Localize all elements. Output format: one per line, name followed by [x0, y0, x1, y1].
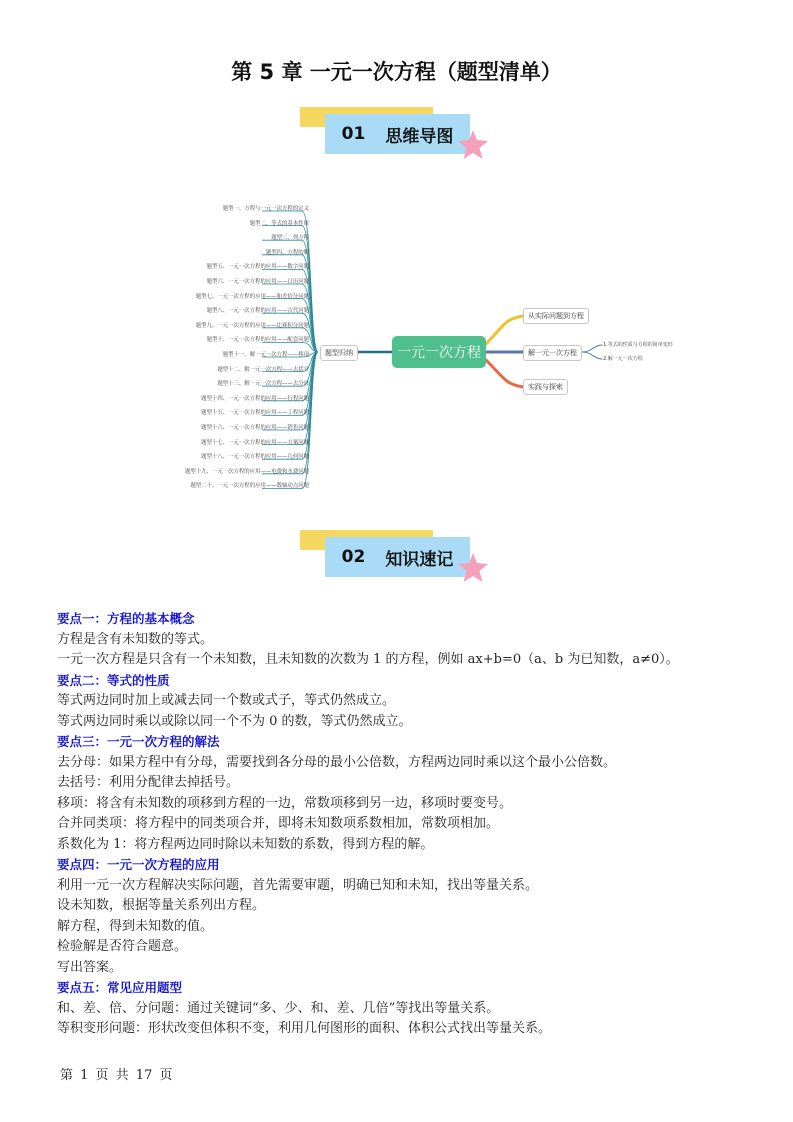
paragraph-line: 合并同类项：将方程中的同类项合并，即将未知数项系数相加，常数项相加。 — [57, 816, 500, 831]
banner-number: 02 — [341, 547, 366, 567]
mind-map-node-practice: 实践与探索 — [523, 379, 568, 395]
paragraph-line: 移项：将含有未知数的项移到方程的一边，常数项移到另一边，移项时要变号。 — [57, 795, 513, 811]
banner-label: 思维导图 — [385, 126, 454, 147]
page-title: 第 5 章 一元一次方程（题型清单） — [231, 60, 562, 84]
paragraph-line: 等式两边同时加上或减去同一个数或式子，等式仍然成立。 — [57, 693, 396, 708]
banner-label: 知识速记 — [385, 549, 454, 570]
paragraph-line: 利用一元一次方程解决实际问题，首先需要审题，明确已知和未知，找出等量关系。 — [57, 877, 539, 893]
star-icon — [456, 552, 490, 584]
paragraph-line: 等式两边同时乘以或除以同一个不为 0 的数，等式仍然成立。 — [57, 713, 412, 729]
mind-map — [170, 204, 690, 500]
mind-map-item: 题型二、等式的基本性质 — [249, 220, 309, 227]
banner-box — [325, 537, 470, 577]
mind-map-item: 题型十二、解一元一次方程——去括号 — [217, 366, 309, 373]
mind-map-item: 题型二十、一元一次方程的应用——数轴动点问题 — [190, 483, 309, 490]
section-heading: 要点四：一元一次方程的应用 — [57, 857, 220, 872]
mind-map-item: 题型十七、一元一次方程的应用——方案问题 — [201, 439, 309, 446]
section-heading: 要点五：常见应用题型 — [57, 980, 183, 995]
banner-number: 01 — [341, 124, 366, 144]
mind-map-item: 题型十、一元一次方程的应用——配套问题 — [206, 337, 309, 344]
mind-map-item: 题型四、方程的解 — [265, 249, 309, 256]
paragraph-line: 解方程，得到未知数的值。 — [57, 918, 214, 934]
section-banner-knowledge — [298, 530, 498, 588]
mind-map-item: 题型九、一元一次方程的应用——比赛积分问题 — [195, 322, 309, 329]
mind-map-item: 题型十九、一元一次方程的应用——电费和水费问题 — [185, 468, 309, 475]
mind-map-item: 题型十三、解一元一次方程——去分母 — [217, 381, 309, 388]
mind-map-item: 题型十五、一元一次方程的应用——工程问题 — [201, 410, 309, 417]
mind-map-link — [486, 316, 523, 344]
mind-map-leaf-equality: 1.等式的性质与方程的简单变形 — [603, 342, 673, 348]
section-heading: 要点二：等式的性质 — [57, 672, 170, 688]
paragraph-line: 等积变形问题：形状改变但体积不变，利用几何图形的面积、体积公式找出等量关系。 — [57, 1021, 552, 1036]
paragraph-line: 和、差、倍、分问题：通过关键词“多、少、和、差、几倍”等找出等量关系。 — [57, 1000, 500, 1016]
mind-map-item: 题型六、一元一次方程的应用——日历问题 — [206, 279, 309, 285]
section-heading: 要点三：一元一次方程的解法 — [57, 734, 220, 749]
mind-map-item: 题型一、方程与一元一次方程的定义 — [222, 206, 309, 212]
mind-map-link — [582, 345, 602, 352]
paragraph-line: 去分母：如果方程中有分母，需要找到各分母的最小公倍数，方程两边同时乘以这个最小公倍数。 — [57, 754, 617, 770]
mind-map-item: 题型十一、解一元一次方程——移项 — [222, 352, 309, 358]
knowledge-content — [57, 609, 757, 1040]
star-icon — [456, 129, 490, 161]
paragraph-line: 系数化为 1：将方程两边同时除以未知数的系数，得到方程的解。 — [57, 836, 434, 852]
paragraph-line: 设未知数，根据等量关系列出方程。 — [57, 898, 266, 913]
mind-map-branch-left: 题型归纳 — [320, 345, 358, 361]
page-footer: 第 1 页 共 17 页 — [60, 1068, 173, 1083]
mind-map-link — [486, 360, 523, 387]
mind-map-item: 题型十八、一元一次方程的应用——几何问题 — [201, 454, 309, 461]
mind-map-item: 题型十四、一元一次方程的应用——行程问题 — [201, 395, 309, 402]
mind-map-item: 题型七、一元一次方程的应用——和差倍分问题 — [195, 293, 309, 300]
mind-map-node-real-problem: 从实际问题到方程 — [523, 308, 589, 324]
paragraph-line: 写出答案。 — [57, 959, 123, 975]
mind-map-item: 题型十六、一元一次方程的应用——销售问题 — [201, 425, 309, 431]
section-banner-mindmap — [298, 107, 498, 165]
section-heading: 要点一：方程的基本概念 — [57, 611, 195, 626]
banner-box — [325, 114, 470, 154]
mind-map-leaf-solve: 2.解一元一次方程 — [603, 356, 643, 362]
paragraph-line: 方程是含有未知数的等式。 — [57, 631, 214, 647]
mind-map-link — [582, 352, 602, 359]
mind-map-center: 一元一次方程 — [392, 336, 486, 368]
paragraph-line: 检验解是否符合题意。 — [57, 939, 188, 954]
paragraph-line: 去括号：利用分配律去掉括号。 — [57, 775, 240, 790]
mind-map-item: 题型五、一元一次方程的应用——数字问题 — [206, 264, 309, 271]
mind-map-node-solve: 解一元一次方程 — [523, 345, 582, 361]
paragraph-line: 一元一次方程是只含有一个未知数，且未知数的次数为 1 的方程，例如 ax+b=0（a、b 为已知数，a≠0）。 — [57, 652, 679, 667]
mind-map-item: 题型三、列方程 — [271, 235, 309, 242]
mind-map-item: 题型八、一元一次方程的应用——古代问题 — [206, 308, 309, 315]
